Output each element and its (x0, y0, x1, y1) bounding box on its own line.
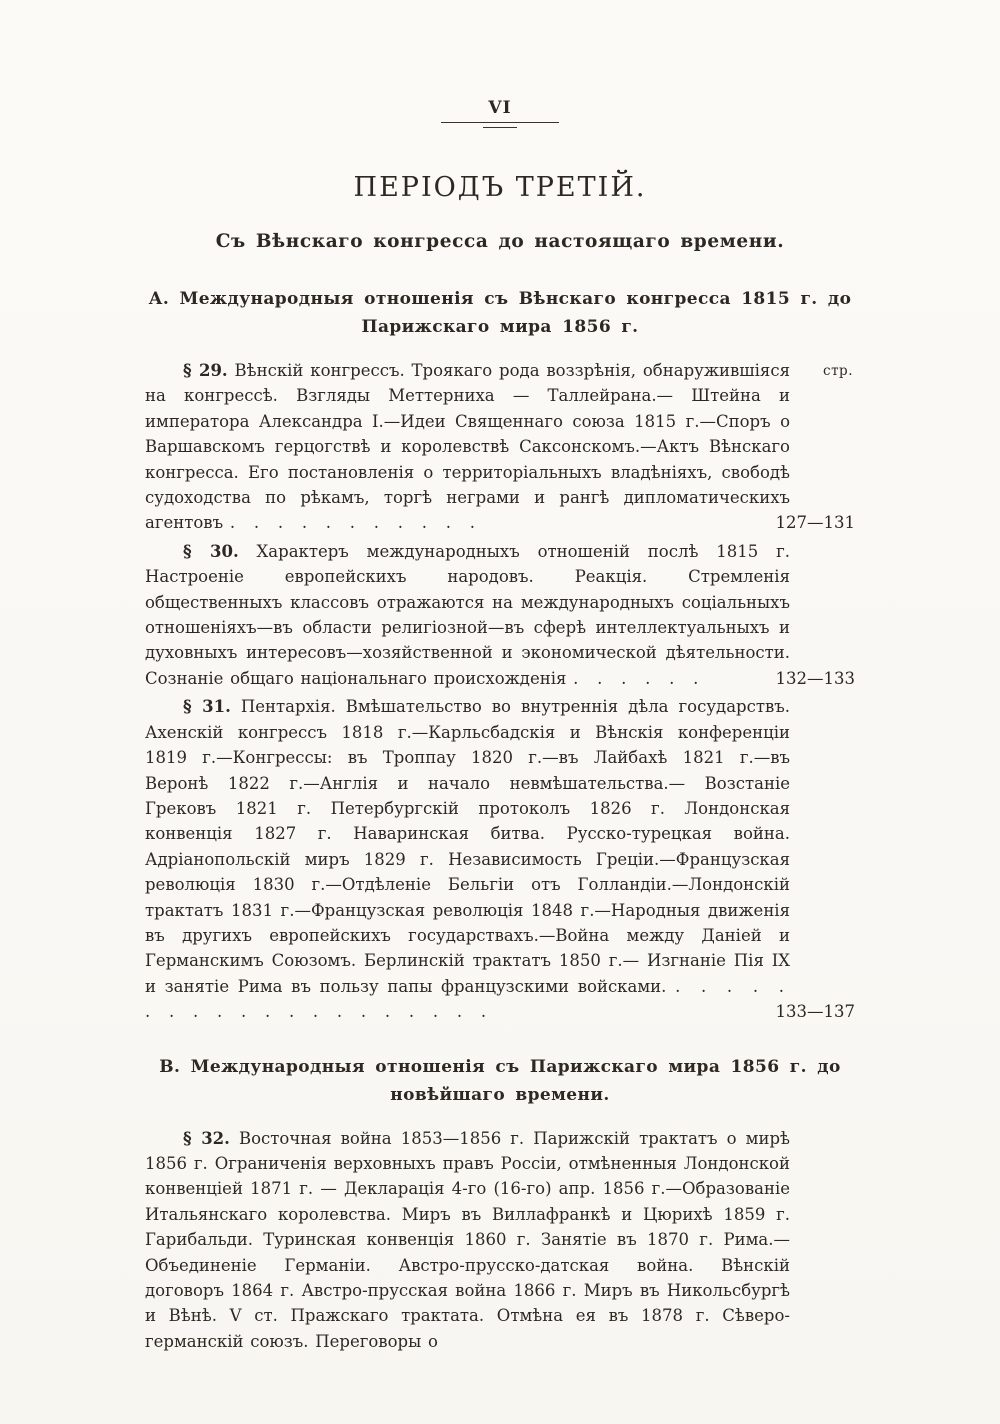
page-column-label: стр. (823, 363, 853, 379)
section-a-heading (145, 285, 855, 341)
toc-entry-29 (145, 358, 855, 536)
folio-rule-short (483, 127, 517, 128)
section-a (145, 285, 855, 1025)
entry-text: Вѣнскій конгрессъ. Троякаго рода воззрѣнія, обнаружившіяся на конгрессѣ. Взгляды Меттерниха — Таллейрана.— Штейна и императора Александра I.—Идеи Священнаго союза 1815 г.—Споръ о Варшавскомъ герцогствѣ и королевствѣ Саксонскомъ.—Актъ Вѣнскаго конгресса. Его постановленія о территоріальныхъ владѣніяхъ, свободѣ судоходства по рѣкамъ, торгѣ неграми и рангѣ дипломатическихъ агентовъ (145, 361, 790, 533)
entry-pages: 127—131 (775, 513, 855, 533)
section-b-heading (145, 1053, 855, 1109)
folio-rule (441, 122, 559, 123)
page-number: VI (488, 98, 512, 118)
entry-text: Пентархія. Вмѣшательство во внутреннія дѣла государствъ. Ахенскій конгрессъ 1818 г.—Карльсбадскія и Вѣнскія конференціи 1819 г.—Конгрессы: въ Троппау 1820 г.—въ Лайбахѣ 1821 г.—въ Веронѣ 1822 г.—Англія и начало невмѣшательства.— Возстаніе Грековъ 1821 г. Петербургскій протоколъ 1826 г. Лондонская конвенція 1827 г. Наваринская битва. Русско-турецкая война. Адріанопольскій миръ 1829 г. Независимость Греціи.—Французская революція 1830 г.—Отдѣленіе Бельгіи отъ Голландіи.—Лондонскій трактатъ 1831 г.—Французская революція 1848 г.—Народныя движенія въ другихъ европейскихъ государствахъ.—Война между Даніей и Германскимъ Союзомъ. Берлинскій трактатъ 1850 г.— Изгнаніе Пія IX и занятіе Рима въ пользу папы французскими войсками. (145, 697, 790, 996)
section-b-heading-line1: В. Международныя отношенія съ Парижскаго мира 1856 г. до (159, 1056, 841, 1077)
dot-leader: . . . . . . . . . . . . . . . . . . . . (145, 976, 790, 1022)
entry-label: § 32. (183, 1128, 230, 1148)
entry-pages: 132—133 (775, 668, 855, 688)
dot-leader: . . . . . . (573, 668, 705, 688)
entry-pages: 133—137 (775, 1002, 855, 1022)
entry-label: § 30. (183, 541, 239, 561)
section-a-heading-line1: А. Международныя отношенія съ Вѣнскаго конгресса 1815 г. до (148, 289, 852, 309)
dot-leader: . . . . . . . . . . . (229, 513, 481, 533)
entry-label: § 31. (183, 697, 231, 717)
entry-label: § 29. (183, 361, 228, 380)
page-subtitle: Съ Вѣнскаго конгресса до настоящаго времени. (215, 231, 785, 252)
toc-entry-32 (145, 1126, 855, 1355)
entry-text: Восточная война 1853—1856 г. Парижскій трактатъ о мирѣ 1856 г. Ограниченія верховныхъ правъ Россіи, отмѣненныя Лондонской конвенціей 1871 г. — Декларація 4-го (16-го) апр. 1856 г.—Образованіе Итальянскаго королевства. Миръ въ Виллафранкѣ и Цюрихѣ 1859 г. Гарибальди. Туринская конвенція 1860 г. Занятіе въ 1870 г. Рима.—Объединеніе Германіи. Австро-прусско-датская война. Вѣнскій договоръ 1864 г. Австро-прусская война 1866 г. Миръ въ Никольсбургѣ и Вѣнѣ. V ст. Пражскаго трактата. Отмѣна ея въ 1878 г. Сѣверо-германскій союзъ. Переговоры о (145, 1128, 790, 1351)
section-b-heading-line2: новѣйшаго времени. (390, 1084, 610, 1105)
entry-text: Характеръ международныхъ отношеній послѣ 1815 г. Настроеніе европейскихъ народовъ. Реакція. Стремленія общественныхъ классовъ отражаются на международныхъ соціальныхъ отношеніяхъ—въ области религіозной—въ сферѣ интеллектуальныхъ и духовныхъ интересовъ—хозяйственной и экономической дѣятельности. Сознаніе общаго національнаго происхожденія (145, 541, 790, 688)
page-header (145, 98, 855, 128)
page-title: ПЕРІОДЪ ТРЕТІЙ. (353, 172, 647, 203)
section-b (145, 1053, 855, 1355)
section-a-heading-line2: Парижскаго мира 1856 г. (361, 317, 639, 337)
toc-entry-30 (145, 539, 855, 691)
toc-entry-31 (145, 694, 855, 1024)
